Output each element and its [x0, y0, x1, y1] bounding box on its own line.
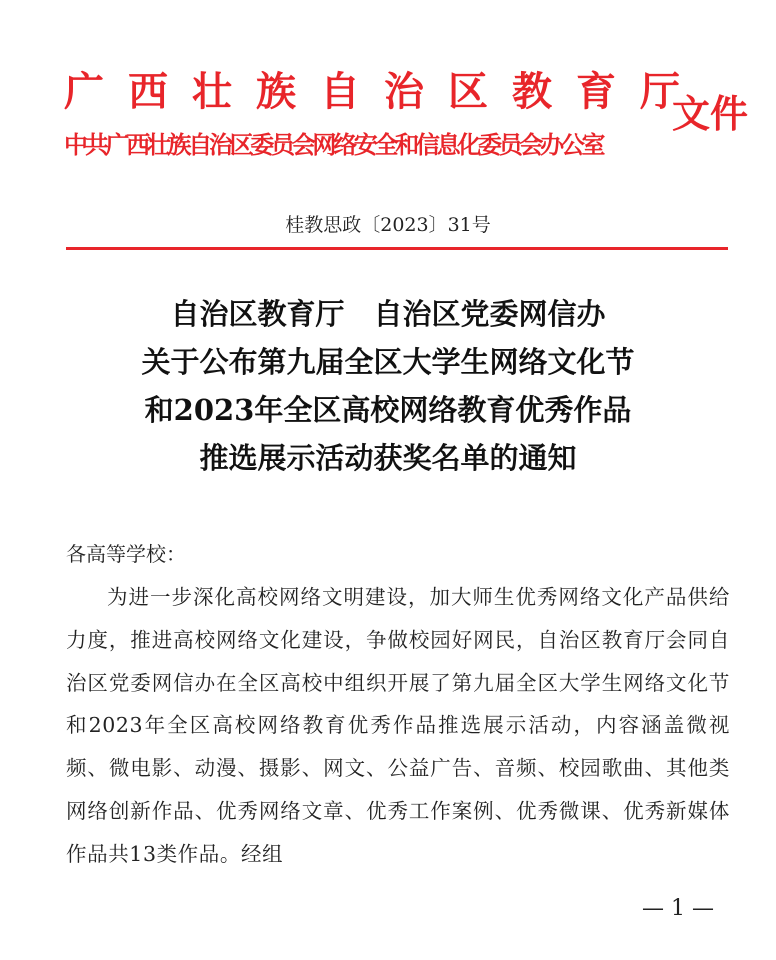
- title-line: 推选展示活动获奖名单的通知: [199, 441, 577, 475]
- title-line: 和2023年全区高校网络教育优秀作品: [144, 393, 632, 427]
- document-type-label: 文件: [672, 92, 749, 136]
- page-number: — 1 —: [642, 896, 714, 921]
- issuer-name-cyberspace-office: 中共广西壮族自治区委员会网络安全和信息化委员会办公室: [64, 131, 603, 159]
- title-line: 关于公布第九届全区大学生网络文化节: [141, 345, 635, 379]
- red-divider-line: [66, 247, 728, 250]
- issuer-name-education-department: 广西壮族自治区教育厅: [64, 69, 704, 115]
- title-line: 自治区教育厅 自治区党委网信办: [170, 297, 606, 331]
- document-header: [0, 0, 776, 190]
- document-title: [0, 290, 776, 482]
- document-number: 桂教思政〔2023〕31号: [285, 214, 491, 236]
- body-paragraph: 为进一步深化高校网络文明建设，加大师生优秀网络文化产品供给力度，推进高校网络文化建设，争做校园好网民，自治区教育厅会同自治区党委网信办在全区高校中组织开展了第九届全区大学生网络文化节和2023年全区高校网络教育优秀作品推选展示活动，内容涵盖微视频、微电影、动漫、摄影、网文、公益广告、音频、校园歌曲、其他类网络创新作品、优秀网络文章、优秀工作案例、优秀微课、优秀新媒体作品共13类作品。经组: [66, 585, 730, 866]
- salutation: 各高等学校：: [66, 542, 186, 566]
